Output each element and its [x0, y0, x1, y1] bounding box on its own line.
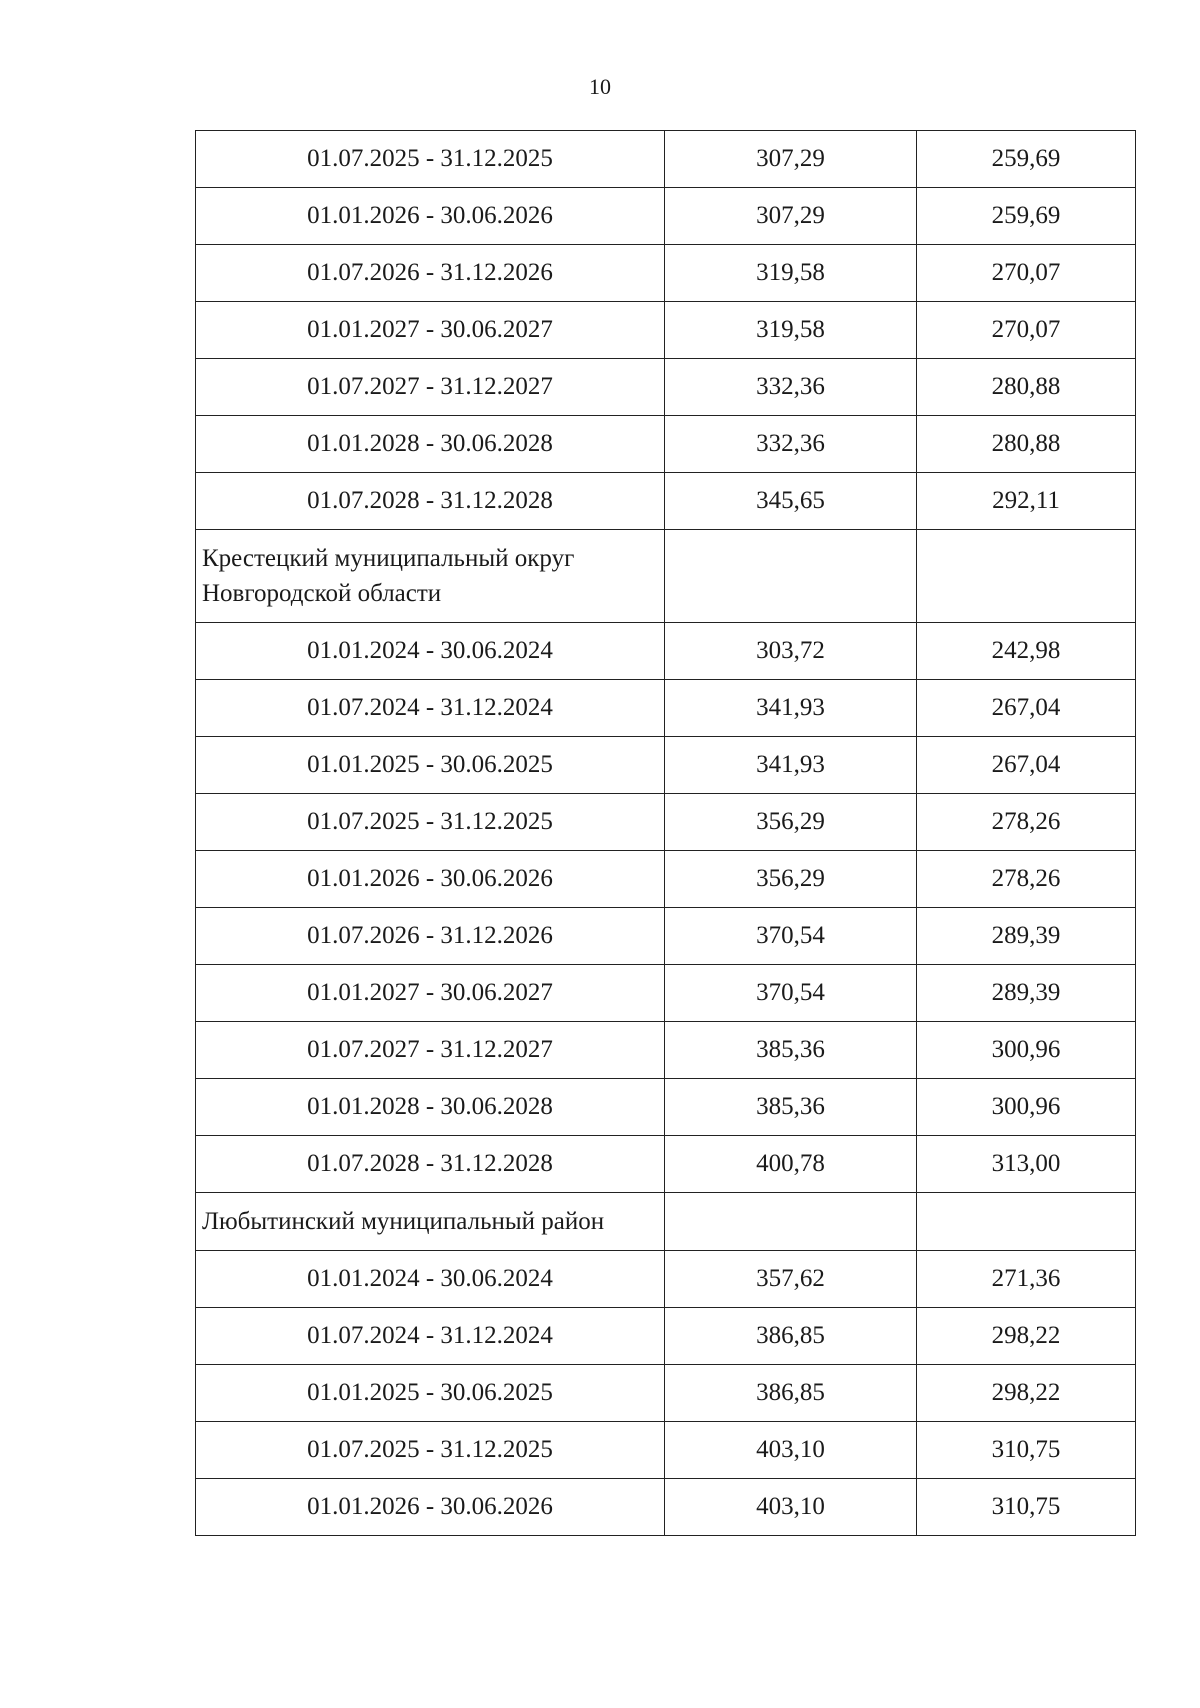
period-cell: 01.01.2026 - 30.06.2026 — [196, 1479, 665, 1536]
value2-cell: 278,26 — [917, 851, 1136, 908]
value2-cell: 242,98 — [917, 623, 1136, 680]
period-cell: 01.07.2028 - 31.12.2028 — [196, 1136, 665, 1193]
group-title: Крестецкий муниципальный округ Новгородской области — [196, 530, 665, 623]
value2-cell: 267,04 — [917, 680, 1136, 737]
table-row — [196, 680, 1136, 737]
period-cell: 01.07.2026 - 31.12.2026 — [196, 245, 665, 302]
value1-cell: 319,58 — [665, 302, 917, 359]
tariff-table — [195, 130, 1136, 1536]
value1-cell: 386,85 — [665, 1365, 917, 1422]
group-row — [196, 530, 1136, 623]
table-row — [196, 1308, 1136, 1365]
page-number: 10 — [589, 74, 611, 99]
value2-cell: 270,07 — [917, 245, 1136, 302]
value1-cell: 356,29 — [665, 794, 917, 851]
value1-cell: 303,72 — [665, 623, 917, 680]
empty-cell — [665, 530, 917, 623]
value2-cell: 271,36 — [917, 1251, 1136, 1308]
value2-cell: 280,88 — [917, 359, 1136, 416]
value2-cell: 300,96 — [917, 1022, 1136, 1079]
value1-cell: 332,36 — [665, 359, 917, 416]
period-cell: 01.07.2024 - 31.12.2024 — [196, 680, 665, 737]
table-row — [196, 473, 1136, 530]
value1-cell: 403,10 — [665, 1479, 917, 1536]
value2-cell: 259,69 — [917, 131, 1136, 188]
period-cell: 01.01.2025 - 30.06.2025 — [196, 737, 665, 794]
value1-cell: 332,36 — [665, 416, 917, 473]
table-row — [196, 908, 1136, 965]
group-title: Любытинский муниципальный район — [196, 1193, 665, 1251]
period-cell: 01.01.2026 - 30.06.2026 — [196, 188, 665, 245]
value1-cell: 370,54 — [665, 965, 917, 1022]
value2-cell: 289,39 — [917, 965, 1136, 1022]
period-cell: 01.01.2026 - 30.06.2026 — [196, 851, 665, 908]
period-cell: 01.07.2025 - 31.12.2025 — [196, 131, 665, 188]
value2-cell: 310,75 — [917, 1479, 1136, 1536]
value2-cell: 267,04 — [917, 737, 1136, 794]
table-row — [196, 302, 1136, 359]
value1-cell: 319,58 — [665, 245, 917, 302]
table-row — [196, 1079, 1136, 1136]
group-row — [196, 1193, 1136, 1251]
value1-cell: 385,36 — [665, 1079, 917, 1136]
table-row — [196, 416, 1136, 473]
value1-cell: 357,62 — [665, 1251, 917, 1308]
value2-cell: 313,00 — [917, 1136, 1136, 1193]
value1-cell: 385,36 — [665, 1022, 917, 1079]
value1-cell: 341,93 — [665, 680, 917, 737]
value1-cell: 370,54 — [665, 908, 917, 965]
period-cell: 01.01.2027 - 30.06.2027 — [196, 302, 665, 359]
table-row — [196, 245, 1136, 302]
table-row — [196, 1022, 1136, 1079]
period-cell: 01.01.2024 - 30.06.2024 — [196, 1251, 665, 1308]
period-cell: 01.07.2025 - 31.12.2025 — [196, 794, 665, 851]
value2-cell: 300,96 — [917, 1079, 1136, 1136]
table-row — [196, 131, 1136, 188]
value2-cell: 310,75 — [917, 1422, 1136, 1479]
period-cell: 01.01.2028 - 30.06.2028 — [196, 416, 665, 473]
table-row — [196, 794, 1136, 851]
tariff-table-body — [196, 131, 1136, 1536]
value2-cell: 278,26 — [917, 794, 1136, 851]
period-cell: 01.07.2027 - 31.12.2027 — [196, 359, 665, 416]
value1-cell: 307,29 — [665, 188, 917, 245]
table-row — [196, 1422, 1136, 1479]
value2-cell: 289,39 — [917, 908, 1136, 965]
value1-cell: 356,29 — [665, 851, 917, 908]
table-row — [196, 1365, 1136, 1422]
table-row — [196, 737, 1136, 794]
table-row — [196, 965, 1136, 1022]
table-row — [196, 1251, 1136, 1308]
table-row — [196, 851, 1136, 908]
value1-cell: 307,29 — [665, 131, 917, 188]
table-row — [196, 1136, 1136, 1193]
period-cell: 01.07.2025 - 31.12.2025 — [196, 1422, 665, 1479]
period-cell: 01.07.2024 - 31.12.2024 — [196, 1308, 665, 1365]
value1-cell: 403,10 — [665, 1422, 917, 1479]
value2-cell: 298,22 — [917, 1365, 1136, 1422]
value1-cell: 386,85 — [665, 1308, 917, 1365]
value1-cell: 345,65 — [665, 473, 917, 530]
value1-cell: 400,78 — [665, 1136, 917, 1193]
period-cell: 01.07.2026 - 31.12.2026 — [196, 908, 665, 965]
value2-cell: 259,69 — [917, 188, 1136, 245]
period-cell: 01.01.2028 - 30.06.2028 — [196, 1079, 665, 1136]
value2-cell: 292,11 — [917, 473, 1136, 530]
empty-cell — [917, 530, 1136, 623]
period-cell: 01.01.2025 - 30.06.2025 — [196, 1365, 665, 1422]
value2-cell: 298,22 — [917, 1308, 1136, 1365]
period-cell: 01.01.2027 - 30.06.2027 — [196, 965, 665, 1022]
period-cell: 01.01.2024 - 30.06.2024 — [196, 623, 665, 680]
value1-cell: 341,93 — [665, 737, 917, 794]
value2-cell: 280,88 — [917, 416, 1136, 473]
empty-cell — [917, 1193, 1136, 1251]
period-cell: 01.07.2027 - 31.12.2027 — [196, 1022, 665, 1079]
table-row — [196, 359, 1136, 416]
table-row — [196, 623, 1136, 680]
value2-cell: 270,07 — [917, 302, 1136, 359]
empty-cell — [665, 1193, 917, 1251]
period-cell: 01.07.2028 - 31.12.2028 — [196, 473, 665, 530]
table-row — [196, 188, 1136, 245]
table-row — [196, 1479, 1136, 1536]
